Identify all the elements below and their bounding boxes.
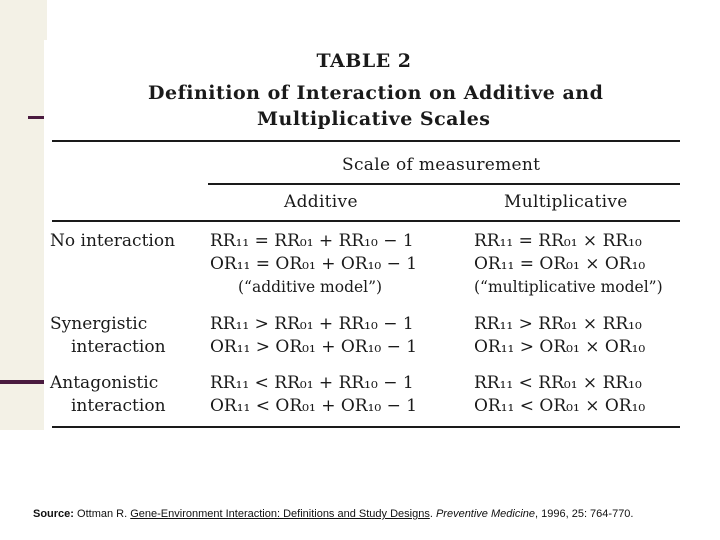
cell-multiplicative-antagonistic: RR₁₁ < RR₀₁ × RR₁₀ OR₁₁ < OR₀₁ × OR₁₀ [474, 373, 646, 416]
side-panel [0, 0, 47, 430]
col-header-multiplicative: Multiplicative [504, 192, 628, 212]
cell-additive-antagonistic: RR₁₁ < RR₀₁ + RR₁₀ − 1 OR₁₁ < OR₀₁ + OR₁₀ − 1 [210, 373, 418, 416]
bottom-rule [52, 426, 680, 428]
header-rule [52, 220, 680, 222]
top-rule [52, 140, 680, 142]
source-citation: Source: Ottman R. Gene-Environment Interaction: Definitions and Study Designs. Preventive Medicine, 1996, 25: 764-770. [33, 508, 634, 520]
table-image [44, 40, 684, 435]
cell-multiplicative-no-interaction: RR₁₁ = RR₀₁ × RR₁₀ OR₁₁ = OR₀₁ × OR₁₀ (“multiplicative model”) [474, 231, 663, 296]
source-title-link[interactable]: Gene-Environment Interaction: Definitions and Study Designs [130, 508, 430, 520]
row-label-synergistic: Synergistic interaction [50, 314, 166, 357]
source-details: , 1996, 25: 764-770. [535, 508, 634, 520]
col-header-additive: Additive [284, 192, 358, 212]
scale-rule [208, 183, 680, 185]
source-journal: Preventive Medicine [435, 508, 536, 520]
scale-header: Scale of measurement [342, 155, 541, 175]
source-label: Source: [33, 508, 74, 520]
table-subtitle-line2: Multiplicative Scales [257, 108, 491, 130]
table-subtitle-line1: Definition of Interaction on Additive and [148, 82, 604, 104]
cell-additive-synergistic: RR₁₁ > RR₀₁ + RR₁₀ − 1 OR₁₁ > OR₀₁ + OR₁₀ − 1 [210, 314, 418, 357]
row-label-antagonistic: Antagonistic interaction [50, 373, 166, 416]
source-author: Ottman R. [77, 508, 128, 520]
table-title: TABLE 2 [316, 50, 412, 72]
row-label-no-interaction: No interaction [50, 231, 176, 251]
accent-bar-bottom [0, 380, 50, 384]
cell-additive-no-interaction: RR₁₁ = RR₀₁ + RR₁₀ − 1 OR₁₁ = OR₀₁ + OR₁₀ − 1 (“additive model”) [210, 231, 418, 296]
cell-multiplicative-synergistic: RR₁₁ > RR₀₁ × RR₁₀ OR₁₁ > OR₀₁ × OR₁₀ [474, 314, 646, 357]
